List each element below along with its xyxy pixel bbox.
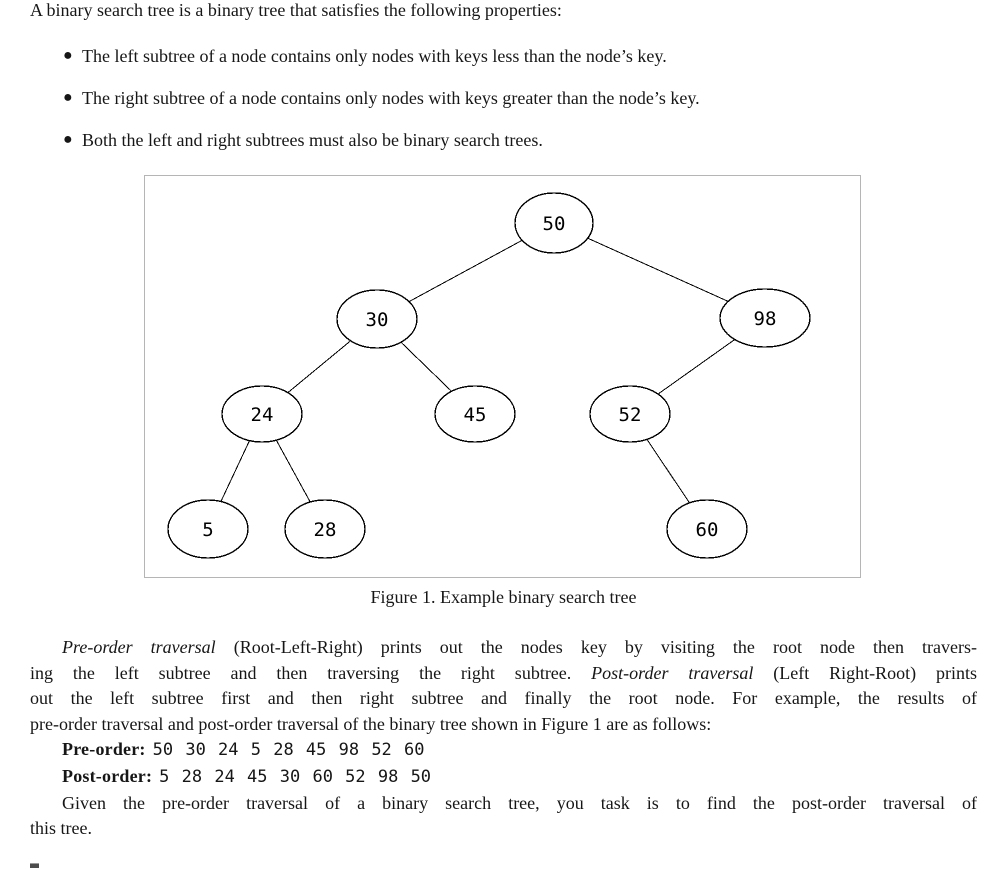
- paragraph-line: [30, 635, 977, 661]
- body-text: Given the pre-order traversal of a binary search tree, you task is to find the post-order traversal of: [62, 792, 977, 813]
- preorder-label: Pre-order:: [62, 739, 146, 760]
- paragraph-line: [30, 661, 977, 687]
- figure-1-tree-image: [144, 175, 861, 578]
- preorder-values: 50 30 24 5 28 45 98 52 60: [152, 740, 425, 761]
- binary-search-tree-diagram: [145, 176, 860, 577]
- tree-node-label-50: 50: [542, 213, 566, 235]
- paragraph-line: [30, 816, 977, 842]
- list-item: [30, 130, 977, 150]
- list-item: [30, 88, 977, 108]
- cutoff-heading-fragment: [30, 863, 39, 868]
- bullet-icon: ●: [63, 131, 73, 148]
- body-text: out the left subtree first and then right subtree and finally the root node. For example, the results of: [30, 688, 977, 709]
- italic-text: Pre-order traversal: [62, 637, 216, 657]
- paragraph-line: [30, 791, 977, 817]
- bullet-icon: ●: [63, 89, 73, 106]
- figure-caption: Figure 1. Example binary search tree: [370, 587, 637, 607]
- paragraph-line: [30, 686, 977, 712]
- task-paragraph: [30, 791, 977, 842]
- body-text: this tree.: [30, 818, 92, 839]
- body-text: ing the left subtree and then traversing the right subtree.: [30, 662, 592, 683]
- preorder-line: [30, 737, 977, 764]
- body-text: (Root-Left-Right) prints out the nodes key by visiting the root node then travers-: [215, 637, 977, 657]
- bullet-text: Both the left and right subtrees must also be binary search trees.: [82, 130, 543, 150]
- tree-node-label-24: 24: [250, 404, 274, 426]
- paragraph-line: [30, 712, 977, 738]
- tree-node-label-28: 28: [313, 519, 337, 541]
- postorder-values: 5 28 24 45 30 60 52 98 50: [159, 766, 432, 787]
- bullet-text: The right subtree of a node contains only nodes with keys greater than the node’s key.: [82, 88, 700, 108]
- traversal-paragraph: [30, 635, 977, 737]
- bullet-text: The left subtree of a node contains only nodes with keys less than the node’s key.: [82, 46, 667, 66]
- postorder-line: [30, 764, 977, 791]
- italic-text: Post-order traversal: [591, 662, 754, 683]
- tree-node-label-60: 60: [695, 519, 719, 541]
- tree-node-label-52: 52: [618, 404, 642, 426]
- list-item: [30, 46, 977, 66]
- tree-node-label-30: 30: [365, 309, 389, 331]
- body-text: pre-order traversal and post-order traversal of the binary tree shown in Figure 1 are as follows:: [30, 713, 712, 734]
- intro-paragraph: A binary search tree is a binary tree that satisfies the following properties:: [30, 0, 562, 20]
- body-text: (Left Right-Root) prints: [753, 662, 977, 683]
- tree-node-label-45: 45: [463, 404, 487, 426]
- bullet-icon: ●: [63, 47, 73, 64]
- tree-node-label-5: 5: [202, 519, 214, 541]
- property-list: [30, 46, 977, 150]
- tree-node-label-98: 98: [753, 308, 777, 330]
- postorder-label: Post-order:: [62, 765, 153, 786]
